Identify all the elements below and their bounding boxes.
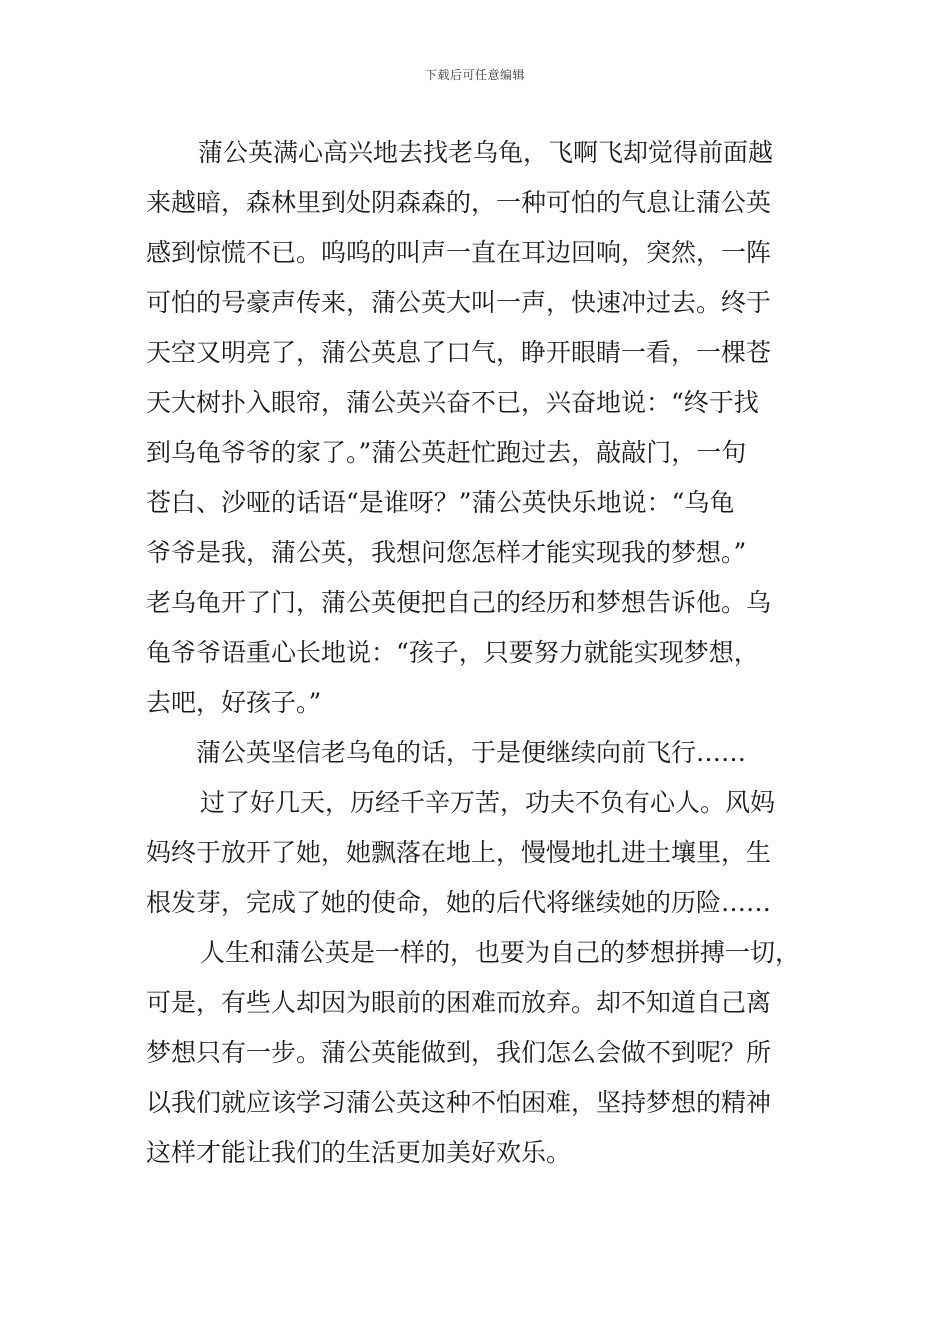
- text-line: 天大树扑入眼帘，蒲公英兴奋不已，兴奋地说：“终于找: [146, 388, 759, 417]
- text-line: 以我们就应该学习蒲公英这种不怕困难，坚持梦想的精神: [146, 1088, 772, 1117]
- text-line: 根发芽，完成了她的使命，她的后代将继续她的历险……: [146, 888, 772, 917]
- text-line: 龟爷爷语重心长地说：“孩子，只要努力就能实现梦想，: [146, 638, 759, 667]
- text-line: 梦想只有一步。蒲公英能做到，我们怎么会做不到呢？所: [146, 1038, 772, 1067]
- text-line: 感到惊慌不已。呜呜的叫声一直在耳边回响，突然，一阵: [146, 238, 772, 267]
- text-line: 老乌龟开了门，蒲公英便把自己的经历和梦想告诉他。乌: [146, 588, 772, 617]
- text-line: 蒲公英满心高兴地去找老乌龟，飞啊飞却觉得前面越: [198, 138, 774, 167]
- text-line: 可是，有些人却因为眼前的困难而放弃。却不知道自己离: [146, 988, 772, 1017]
- text-line: 到乌龟爷爷的家了。”蒲公英赶忙跑过去，敲敲门，一句: [146, 438, 747, 467]
- text-line: 过了好几天，历经千辛万苦，功夫不负有心人。风妈: [200, 788, 776, 817]
- text-line: 去吧，好孩子。”: [146, 688, 322, 717]
- text-line: 可怕的号豪声传来，蒲公英大叫一声，快速冲过去。终于: [146, 288, 772, 317]
- text-line: 人生和蒲公英是一样的，也要为自己的梦想拼搏一切，: [200, 938, 801, 967]
- text-line: 天空又明亮了，蒲公英息了口气，睁开眼睛一看，一棵苍: [146, 338, 772, 367]
- page-header: 下载后可任意编辑: [424, 68, 525, 82]
- text-line: 来越暗，森林里到处阴森森的，一种可怕的气息让蒲公英: [146, 188, 772, 217]
- text-line: 苍白、沙哑的话语“是谁呀？”蒲公英快乐地说：“乌龟: [146, 488, 735, 517]
- text-line: 这样才能让我们的生活更加美好欢乐。: [146, 1138, 572, 1167]
- text-line: 蒲公英坚信老乌龟的话，于是便继续向前飞行……: [196, 738, 747, 767]
- text-line: 爷爷是我，蒲公英，我想问您怎样才能实现我的梦想。”: [146, 538, 747, 567]
- text-line: 妈终于放开了她，她飘落在地上，慢慢地扎进土壤里，生: [146, 838, 772, 867]
